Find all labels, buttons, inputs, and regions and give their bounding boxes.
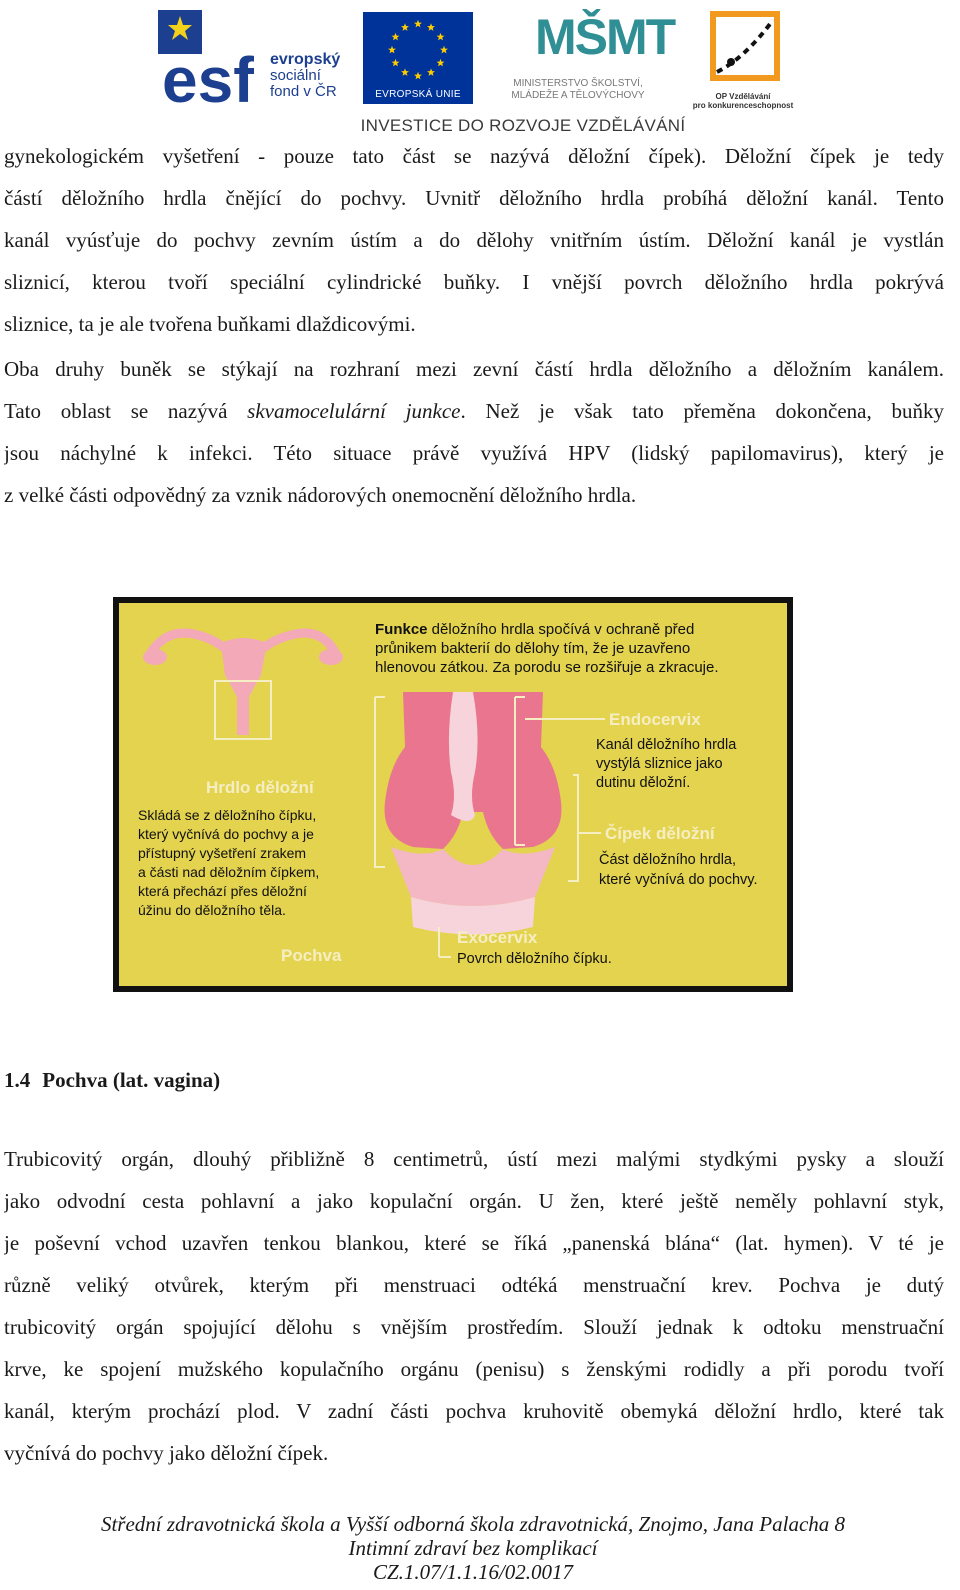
- eu-star: [391, 59, 399, 67]
- endocervix-text-1: Kanál děložního hrdla: [596, 737, 737, 753]
- text-line: kanál vyúsťuje do pochvy zevním ústím a do dělohy vnitřním ústím. Děložní kanál je vystlán: [4, 228, 944, 252]
- text-line: Oba druhy buněk se stýkají na rozhraní mezi zevní částí hrdla děložního a děložním kanálem.: [4, 357, 944, 381]
- section-heading: [4, 1068, 232, 1093]
- text-line: gynekologickém vyšetření - pouze tato část se nazývá děložní čípek). Děložní čípek je tedy: [4, 144, 944, 168]
- eu-star: [427, 23, 435, 31]
- funkce-text-1: [375, 621, 694, 638]
- msmt-logo: [483, 8, 673, 108]
- funkce-text: děložního hrdla spočívá v ochraně před: [427, 621, 695, 638]
- hrdlo-text-1: Skládá se z děložního čípku,: [138, 807, 317, 823]
- cipek-title: Čípek děložní: [605, 824, 715, 843]
- header-logos: [148, 0, 812, 140]
- section-title: Pochva (lat. vagina): [42, 1068, 221, 1092]
- eu-star: [414, 72, 422, 80]
- text-line: je poševní vchod uzavřen tenkou blankou, které se říká „panenská blána“ (lat. hymen). V té je: [4, 1231, 944, 1255]
- text-line: Trubicovitý orgán, dlouhý přibližně 8 centimetrů, ústí mezi malými stydkými pysky a slouží: [4, 1147, 944, 1171]
- eu-star: [401, 23, 409, 31]
- cipek-text-1: Část děložního hrdla,: [599, 852, 737, 868]
- eu-flag-logo: [363, 12, 473, 104]
- paragraph-3: [4, 1138, 944, 1474]
- op-mark-icon: [683, 8, 803, 90]
- funkce-text-3: hlenovou zátkou. Za porodu se rozšiřuje a zkracuje.: [375, 659, 719, 676]
- eu-star: [388, 46, 396, 54]
- text-line: jako odvodní cesta pohlavní a jako kopulační orgán. U žen, které ještě neměly pohlavní styk,: [4, 1189, 944, 1213]
- section-number: 1.4: [4, 1068, 31, 1092]
- eu-caption: EVROPSKÁ UNIE: [375, 89, 461, 100]
- footer-school: Střední zdravotnická škola a Vyšší odborná škola zdravotnická, Znojmo, Jana Palacha 8: [100, 1512, 846, 1536]
- funkce-label: Funkce: [375, 621, 428, 638]
- endocervix-text-2: vystýlá sliznice jako: [596, 756, 723, 772]
- paragraph-2: [4, 348, 944, 516]
- op-logo: [683, 8, 803, 108]
- text-line: sliznicí, kterou tvoří speciální cylindrické buňky. I vnější povrch děložního hrdla pokrývá: [4, 270, 944, 294]
- text-line: kanál, kterým prochází plod. V zadní části pochva kruhovitě obemyká děložní hrdlo, které tak: [4, 1399, 944, 1423]
- eu-star: [437, 33, 445, 41]
- hrdlo-text-4: a části nad děložním čípkem,: [138, 864, 320, 880]
- hrdlo-text-3: přístupný vyšetření zrakem: [138, 845, 307, 861]
- eu-star: [440, 46, 448, 54]
- cervix-diagram-svg: [113, 597, 793, 992]
- esf-line-2: sociální: [270, 67, 321, 84]
- footer-project: Intimní zdraví bez komplikací: [348, 1536, 598, 1560]
- text-segment: . Než je však tato přeměna dokončena, buňky: [460, 399, 944, 423]
- msmt-caption-2: MLÁDEŽE A TĚLOVÝCHOVY: [511, 90, 645, 101]
- exocervix-text-1: Povrch děložního čípku.: [457, 951, 612, 967]
- hrdlo-text-2: který vyčnívá do pochvy a je: [138, 826, 314, 842]
- eu-stars-icon: [363, 12, 473, 88]
- eu-star: [427, 68, 435, 76]
- text-line: krve, ke spojení mužského kopulačního orgánu (penisu) s ženskými rodidly a při porodu tvoří: [4, 1357, 944, 1381]
- text-line: vyčnívá do pochvy jako děložní čípek.: [4, 1441, 329, 1465]
- cervix-section: [385, 692, 562, 935]
- text-line: částí děložního hrdla čnějící do pochvy. Uvnitř děložního hrdla probíhá děložní kanál. Tento: [4, 186, 944, 210]
- eu-star: [401, 68, 409, 76]
- msmt-mark-icon: MŠMT: [535, 9, 675, 65]
- op-caption-2: pro konkurenceschopnost: [692, 101, 794, 110]
- footer-code: CZ.1.07/1.1.16/02.0017: [372, 1560, 574, 1584]
- cipek-text-2: které vyčnívá do pochvy.: [599, 872, 758, 888]
- page-footer: [0, 1512, 946, 1584]
- svg-text:esf: esf: [162, 44, 254, 106]
- esf-flag-icon: [158, 10, 254, 106]
- exocervix-title: Exocervix: [457, 928, 538, 947]
- text-line: různě veliký otvůrek, kterým při menstruaci odtéká menstruační krev. Pochva je dutý: [4, 1273, 944, 1297]
- funkce-text-2: průnikem bakterií do dělohy tím, že je uzavřeno: [375, 640, 691, 657]
- eu-star: [414, 20, 422, 28]
- msmt-caption-1: MINISTERSTVO ŠKOLSTVÍ,: [513, 78, 643, 89]
- header-slogan: INVESTICE DO ROZVOJE VZDĚLÁVÁNÍ: [360, 116, 686, 135]
- op-caption-1: OP Vzdělávání: [715, 92, 771, 101]
- text-line: jsou náchylné k infekci. Této situace právě využívá HPV (lidský papilomavirus), který je: [4, 441, 944, 465]
- eu-star: [437, 59, 445, 67]
- cervix-diagram: [113, 597, 793, 992]
- text-line: trubicovitý orgán spojující dělohu s vnějším prostředím. Slouží jednak k odtoku menstruační: [4, 1315, 944, 1339]
- text-line: z velké části odpovědný za vznik nádorových onemocnění děložního hrdla.: [4, 483, 637, 507]
- pochva-label: Pochva: [281, 946, 342, 965]
- paragraph-1: [4, 135, 944, 345]
- term-skvamocelularni-junkce: skvamocelulární junkce: [247, 399, 461, 423]
- endocervix-title: Endocervix: [609, 710, 701, 729]
- text-segment: Tato oblast se nazývá: [4, 399, 248, 423]
- esf-line-3: fond v ČR: [270, 83, 337, 100]
- hrdlo-text-6: úžinu do děložního těla.: [138, 902, 286, 918]
- eu-star: [391, 33, 399, 41]
- text-line-with-term: [4, 390, 944, 432]
- text-line: sliznice, ta je ale tvořena buňkami dlaždicovými.: [4, 312, 416, 336]
- hrdlo-text-5: která přechází přes děložní: [138, 883, 307, 899]
- hrdlo-title: Hrdlo děložní: [206, 778, 314, 797]
- esf-logo: [158, 10, 353, 110]
- endocervix-text-3: dutinu děložní.: [596, 775, 691, 791]
- esf-line-1: evropský: [270, 51, 341, 68]
